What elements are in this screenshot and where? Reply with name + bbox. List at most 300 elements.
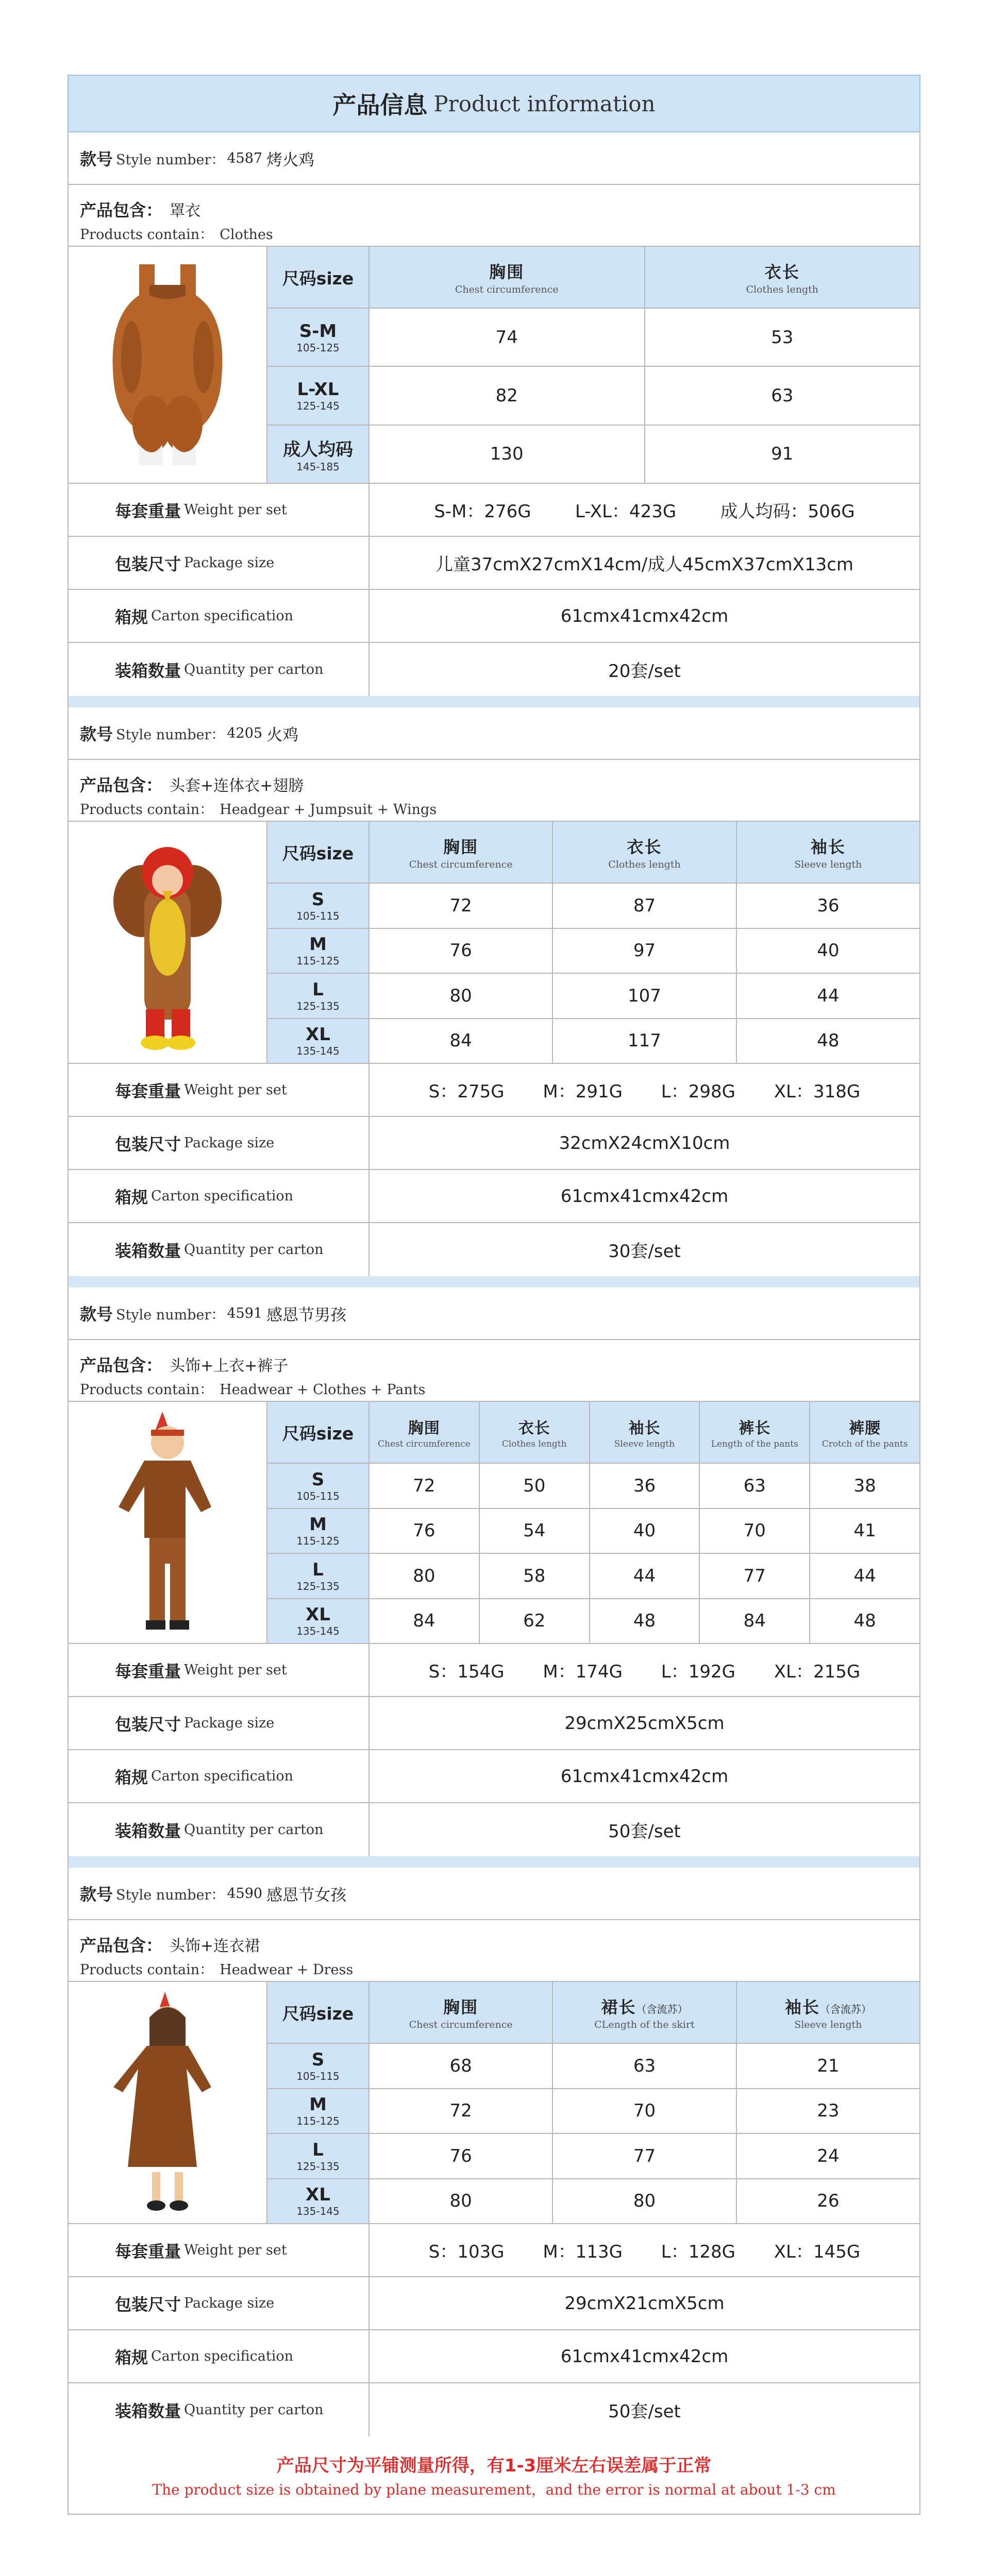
size-cell: [267, 884, 370, 928]
size-code: S-M: [299, 320, 337, 342]
size-row: [267, 2089, 919, 2134]
package-value: 29cmX21cmX5cm: [564, 2293, 725, 2314]
weight-value: XL：215G: [774, 1662, 861, 1682]
contents-row: [69, 185, 919, 247]
measure-cell: 53: [771, 327, 794, 348]
size-table-header: [267, 247, 919, 309]
measure-cell: 80: [370, 1554, 480, 1598]
column-header: [370, 1982, 553, 2043]
measure-cell: 84: [700, 1599, 810, 1643]
column-name-cn: 衣长: [518, 1419, 550, 1437]
package-label-cn: 包装尺寸: [115, 1714, 181, 1734]
measure-cell: 82: [370, 367, 645, 424]
quantity-row: [69, 643, 919, 696]
measure-cell: 130: [370, 426, 645, 483]
size-range: 115-125: [296, 1535, 340, 1548]
costume-image: [69, 1402, 267, 1643]
measure-cell: 21: [817, 2055, 840, 2076]
measure-cell: 72: [370, 2089, 553, 2133]
weight-value: M：174G: [543, 1662, 623, 1682]
measure-cell: 74: [370, 309, 645, 366]
qty-label-en: Quantity per carton: [184, 2402, 324, 2418]
section-divider: [68, 1276, 920, 1287]
size-table-block: [69, 1982, 919, 2224]
qty-label-en: Quantity per carton: [184, 1822, 324, 1838]
size-row: [267, 884, 919, 929]
weight-label-en: Weight per set: [184, 1662, 287, 1678]
weight-value: L：192G: [661, 1662, 735, 1682]
qty-label-en: Quantity per carton: [184, 1242, 324, 1258]
weight-value: L：298G: [661, 1081, 735, 1102]
column-header: [590, 1402, 700, 1463]
size-header: 尺码size: [267, 822, 370, 883]
contain-label-en: Products contain：: [80, 1382, 214, 1398]
weight-value: L-XL：423G: [575, 501, 677, 522]
weight-value: XL：318G: [774, 1081, 861, 1102]
measure-cell: 63: [700, 1464, 810, 1508]
measure-cell: 26: [817, 2191, 840, 2212]
contain-en: Headwear + Dress: [220, 1962, 354, 1978]
measure-cell: 48: [817, 1030, 840, 1052]
size-code: S: [311, 1469, 325, 1490]
package-label-cn: 包装尺寸: [115, 2294, 181, 2314]
size-table: [267, 1402, 919, 1643]
column-header: [370, 822, 553, 883]
costume-image: [69, 247, 267, 483]
style-name: 感恩节男孩: [266, 1306, 347, 1325]
carton-row: [69, 590, 919, 643]
column-name-en: Clothes length: [608, 859, 681, 870]
measure-cell: 91: [771, 444, 794, 465]
weight-value: S：275G: [428, 1081, 505, 1102]
size-range: 105-125: [296, 341, 340, 354]
measure-cell: 58: [480, 1554, 590, 1598]
column-name-cn: 袖长: [810, 837, 846, 857]
measure-cell: 62: [480, 1599, 590, 1643]
package-label-en: Package size: [184, 555, 275, 571]
weight-label-cn: 每套重量: [115, 1081, 181, 1101]
style-number-row: [69, 1868, 919, 1920]
costume-image: [69, 1982, 267, 2223]
style-name: 烤火鸡: [266, 150, 315, 170]
weight-value: M：113G: [543, 2242, 623, 2262]
measure-cell: 76: [370, 929, 553, 973]
column-name-en: Length of the pants: [711, 1439, 798, 1449]
measure-cell: 77: [700, 1554, 810, 1598]
measure-cell: 107: [553, 974, 736, 1018]
column-name-en: Crotch of the pants: [822, 1439, 908, 1449]
size-cell: [267, 309, 370, 366]
qty-value: 30套/set: [608, 1241, 681, 1262]
note-cn: 产品尺寸为平铺测量所得，有1-3厘米左右误差属于正常: [276, 2455, 712, 2476]
size-cell: [267, 929, 370, 973]
size-code: XL: [306, 1604, 330, 1625]
weight-value: XL：145G: [774, 2242, 861, 2262]
carton-row: [69, 2330, 919, 2383]
size-row: [267, 1554, 919, 1599]
column-header: [553, 822, 736, 883]
contents-row: [69, 1340, 919, 1402]
size-code: L: [312, 1559, 324, 1580]
weight-values: [370, 1064, 919, 1116]
style-number: 4591: [227, 1305, 263, 1321]
size-row: [267, 309, 919, 367]
weight-row: [69, 484, 919, 537]
size-cell: [267, 1019, 370, 1063]
measure-cell: 80: [370, 2179, 553, 2224]
measure-cell: 80: [370, 974, 553, 1018]
measure-cell: 38: [853, 1475, 876, 1496]
size-row: [267, 1019, 919, 1063]
carton-label-cn: 箱规: [115, 1187, 148, 1207]
weight-label-cn: 每套重量: [115, 1661, 181, 1681]
size-range: 125-135: [296, 999, 340, 1012]
carton-value: 61cmx41cmx42cm: [560, 605, 729, 626]
size-row: [267, 2134, 919, 2179]
measure-cell: 36: [590, 1464, 700, 1508]
weight-values: [370, 1644, 919, 1696]
size-code: XL: [306, 2184, 330, 2206]
weight-value: 成人均码：506G: [720, 501, 855, 522]
size-header: 尺码size: [267, 247, 370, 308]
style-number-row: [69, 132, 919, 185]
size-range: 105-115: [296, 909, 340, 922]
size-range: 105-115: [296, 1489, 340, 1502]
size-code: XL: [306, 1024, 330, 1045]
product-list: [68, 132, 920, 2436]
package-label-cn: 包装尺寸: [115, 1134, 181, 1154]
style-label-cn: 款号: [80, 149, 113, 169]
style-label-en: Style number：: [116, 1307, 225, 1323]
carton-row: [69, 1750, 919, 1803]
contain-cn: 头饰+连衣裙: [170, 1937, 260, 1955]
column-name-cn: 裤腰: [849, 1419, 881, 1437]
note-en: The product size is obtained by plane measurement，and the error is normal at about 1-3 cm: [152, 2481, 836, 2498]
size-range: 145-185: [296, 460, 340, 473]
qty-value: 50套/set: [608, 2401, 681, 2422]
carton-label-cn: 箱规: [115, 1767, 148, 1787]
measure-cell: 44: [590, 1554, 700, 1598]
carton-label-en: Carton specification: [151, 608, 293, 624]
contain-label-cn: 产品包含：: [80, 200, 163, 220]
column-name-cn: 胸围: [443, 837, 479, 857]
size-table: [267, 1982, 919, 2223]
column-header: [480, 1402, 590, 1463]
style-label-cn: 款号: [80, 1304, 113, 1324]
measure-cell: 117: [553, 1019, 736, 1063]
size-cell: [267, 2044, 370, 2088]
measure-cell: 44: [817, 985, 840, 1006]
column-name-en: Clothes length: [501, 1439, 567, 1449]
style-name: 火鸡: [266, 725, 299, 744]
size-row: [267, 426, 919, 483]
size-table-block: [69, 822, 919, 1064]
style-number: 4205: [227, 725, 263, 741]
size-cell: [267, 426, 370, 483]
column-note: （含流苏）: [636, 2003, 688, 2015]
style-label-en: Style number：: [116, 151, 225, 168]
measure-cell: 84: [370, 1599, 480, 1643]
carton-value: 61cmx41cmx42cm: [560, 1766, 729, 1787]
product-info-sheet: [68, 75, 920, 2515]
product-section: [68, 132, 920, 696]
measure-cell: 70: [700, 1509, 810, 1553]
style-label-cn: 款号: [80, 724, 113, 744]
size-range: 125-135: [296, 2160, 340, 2173]
quantity-row: [69, 1223, 919, 1276]
product-section: [68, 1287, 920, 1856]
contain-en: Headwear + Clothes + Pants: [220, 1382, 426, 1398]
column-header: [370, 247, 645, 308]
size-range: 125-135: [296, 1580, 340, 1592]
weight-value: S：103G: [428, 2242, 505, 2262]
package-value: 32cmX24cmX10cm: [559, 1132, 730, 1154]
quantity-row: [69, 1803, 919, 1856]
contain-en: Headgear + Jumpsuit + Wings: [220, 802, 437, 818]
weight-value: L：128G: [661, 2242, 735, 2262]
title-cn: 产品信息: [332, 91, 428, 119]
measure-cell: 50: [480, 1464, 590, 1508]
contain-label-en: Products contain：: [80, 227, 214, 243]
size-table-header: [267, 822, 919, 884]
product-section: [68, 1868, 920, 2436]
size-cell: [267, 367, 370, 424]
column-name-en: Sleeve length: [614, 1439, 675, 1449]
size-cell: [267, 1554, 370, 1598]
column-name-cn: 衣长: [764, 262, 800, 282]
size-range: 125-145: [296, 399, 340, 412]
size-table-block: [69, 1402, 919, 1644]
package-value: 儿童37cmX27cmX14cm/成人45cmX37cmX13cm: [435, 554, 854, 575]
weight-label-cn: 每套重量: [115, 501, 181, 521]
quantity-row: [69, 2383, 919, 2436]
column-name-en: Chest circumference: [409, 2019, 513, 2030]
size-row: [267, 1599, 919, 1643]
qty-label-cn: 装箱数量: [115, 2401, 181, 2421]
weight-row: [69, 1064, 919, 1117]
weight-label-en: Weight per set: [184, 1082, 287, 1098]
column-name-en: Sleeve length: [794, 859, 862, 870]
package-label-en: Package size: [184, 1135, 275, 1151]
section-divider: [68, 1856, 920, 1868]
style-number-row: [69, 1287, 919, 1340]
contain-cn: 头饰+上衣+裤子: [170, 1357, 289, 1375]
measure-cell: 24: [817, 2145, 840, 2166]
qty-label-cn: 装箱数量: [115, 1821, 181, 1841]
carton-label-cn: 箱规: [115, 607, 148, 627]
size-table: [267, 247, 919, 483]
title-en: Product information: [433, 91, 656, 116]
column-name-cn: 袖长: [784, 1997, 820, 2017]
style-number-row: [69, 707, 919, 760]
measure-cell: 77: [553, 2134, 736, 2178]
size-row: [267, 367, 919, 425]
carton-label-en: Carton specification: [151, 1768, 293, 1784]
size-header: 尺码size: [267, 1402, 370, 1463]
size-cell: [267, 2089, 370, 2133]
carton-row: [69, 1170, 919, 1223]
size-row: [267, 1509, 919, 1554]
column-name-cn: 衣长: [627, 837, 662, 857]
weight-value: S-M：276G: [434, 501, 531, 522]
contain-label-cn: 产品包含：: [80, 775, 163, 795]
size-range: 105-115: [296, 2070, 340, 2082]
measure-cell: 36: [817, 895, 840, 916]
qty-label-cn: 装箱数量: [115, 1241, 181, 1261]
weight-row: [69, 1644, 919, 1697]
costume-image: [69, 822, 267, 1063]
qty-label-en: Quantity per carton: [184, 662, 324, 677]
package-value: 29cmX25cmX5cm: [564, 1713, 725, 1734]
size-code: M: [309, 2094, 327, 2115]
measure-cell: 70: [553, 2089, 736, 2133]
contain-label-cn: 产品包含：: [80, 1936, 163, 1955]
measure-cell: 48: [853, 1611, 876, 1632]
weight-values: [370, 2224, 919, 2276]
contain-label-en: Products contain：: [80, 1962, 214, 1978]
weight-value: M：291G: [543, 1081, 623, 1102]
column-name-cn: 胸围: [443, 1997, 479, 2017]
column-name-cn: 胸围: [408, 1419, 440, 1437]
size-header: 尺码size: [267, 1982, 370, 2043]
column-name-en: Sleeve length: [794, 2019, 862, 2030]
column-name-en: Chest circumference: [409, 859, 513, 870]
measure-cell: 44: [853, 1565, 876, 1586]
package-row: [69, 1117, 919, 1170]
weight-row: [69, 2224, 919, 2277]
measure-cell: 72: [370, 1464, 480, 1508]
package-label-en: Package size: [184, 1715, 275, 1731]
column-header: [370, 1402, 480, 1463]
column-name-cn: 胸围: [489, 262, 525, 282]
measure-cell: 23: [817, 2100, 840, 2122]
measure-cell: 48: [590, 1599, 700, 1643]
measure-cell: 63: [553, 2044, 736, 2088]
measure-cell: 54: [480, 1509, 590, 1553]
size-cell: [267, 1464, 370, 1508]
size-code: M: [309, 1514, 327, 1535]
carton-value: 61cmx41cmx42cm: [560, 2346, 729, 2367]
size-code: L-XL: [297, 379, 339, 400]
style-number: 4590: [227, 1885, 263, 1902]
size-code: L: [312, 2139, 324, 2160]
size-range: 115-125: [296, 2115, 340, 2128]
style-label-en: Style number：: [116, 726, 225, 743]
package-label-en: Package size: [184, 2295, 275, 2311]
size-table-block: [69, 247, 919, 484]
carton-value: 61cmx41cmx42cm: [560, 1185, 729, 1207]
measurement-note: [68, 2436, 920, 2515]
weight-value: S：154G: [428, 1662, 505, 1682]
weight-label-en: Weight per set: [184, 2242, 287, 2258]
carton-label-en: Carton specification: [151, 2348, 293, 2364]
column-name-cn: 裤长: [739, 1419, 771, 1437]
column-name-cn: 裙长: [601, 1997, 636, 2017]
qty-value: 20套/set: [608, 661, 681, 682]
column-header: [737, 1982, 919, 2043]
contain-en: Clothes: [220, 227, 273, 243]
size-range: 135-145: [296, 2205, 340, 2218]
weight-label-en: Weight per set: [184, 502, 287, 518]
contain-label-cn: 产品包含：: [80, 1355, 163, 1375]
size-row: [267, 2044, 919, 2089]
size-cell: [267, 2134, 370, 2178]
measure-cell: 76: [370, 1509, 480, 1553]
style-number: 4587: [227, 150, 263, 166]
size-code: 成人均码: [283, 439, 353, 460]
carton-label-cn: 箱规: [115, 2347, 148, 2367]
measure-cell: 80: [553, 2179, 736, 2224]
contents-row: [69, 760, 919, 822]
size-row: [267, 974, 919, 1019]
qty-label-cn: 装箱数量: [115, 660, 181, 681]
measure-cell: 68: [370, 2044, 553, 2088]
section-divider: [68, 696, 920, 707]
column-name-cn: 袖长: [628, 1419, 661, 1437]
column-header: [645, 247, 920, 308]
size-cell: [267, 1599, 370, 1643]
column-name-en: Clothes length: [746, 284, 819, 295]
size-code: L: [312, 979, 324, 1000]
column-header: [737, 822, 919, 883]
size-code: S: [311, 889, 325, 910]
size-code: S: [311, 2049, 325, 2070]
column-header: [700, 1402, 810, 1463]
package-row: [69, 1697, 919, 1750]
size-cell: [267, 1509, 370, 1553]
measure-cell: 40: [590, 1509, 700, 1553]
contain-cn: 罩衣: [170, 202, 201, 220]
size-row: [267, 1464, 919, 1509]
size-row: [267, 2179, 919, 2224]
measure-cell: 76: [370, 2134, 553, 2178]
measure-cell: 87: [553, 884, 736, 928]
package-row: [69, 537, 919, 590]
contain-cn: 头套+连体衣+翅膀: [170, 777, 304, 795]
size-cell: [267, 2179, 370, 2224]
column-header: [553, 1982, 736, 2043]
size-range: 115-125: [296, 955, 340, 968]
size-range: 135-145: [296, 1045, 340, 1058]
style-label-cn: 款号: [80, 1885, 113, 1904]
measure-cell: 40: [817, 940, 840, 961]
measure-cell: 41: [853, 1520, 876, 1541]
column-name-en: Chest circumference: [378, 1439, 471, 1449]
measure-cell: 72: [370, 884, 553, 928]
column-note: （含流苏）: [819, 2003, 871, 2015]
contain-label-en: Products contain：: [80, 802, 214, 818]
size-code: M: [309, 934, 327, 955]
measure-cell: 63: [771, 385, 794, 406]
column-header: [810, 1402, 919, 1463]
style-name: 感恩节女孩: [266, 1886, 347, 1905]
measure-cell: 84: [370, 1019, 553, 1063]
contents-row: [69, 1920, 919, 1982]
size-table-header: [267, 1982, 919, 2044]
size-table-header: [267, 1402, 919, 1464]
weight-values: [370, 484, 919, 536]
page-title: [68, 75, 920, 132]
size-table: [267, 822, 919, 1063]
size-range: 135-145: [296, 1625, 340, 1638]
measure-cell: 97: [553, 929, 736, 973]
size-row: [267, 929, 919, 974]
size-cell: [267, 974, 370, 1018]
weight-label-cn: 每套重量: [115, 2241, 181, 2261]
column-name-en: CLength of the skirt: [594, 2019, 695, 2030]
package-label-cn: 包装尺寸: [115, 554, 181, 574]
style-label-en: Style number：: [116, 1887, 225, 1903]
